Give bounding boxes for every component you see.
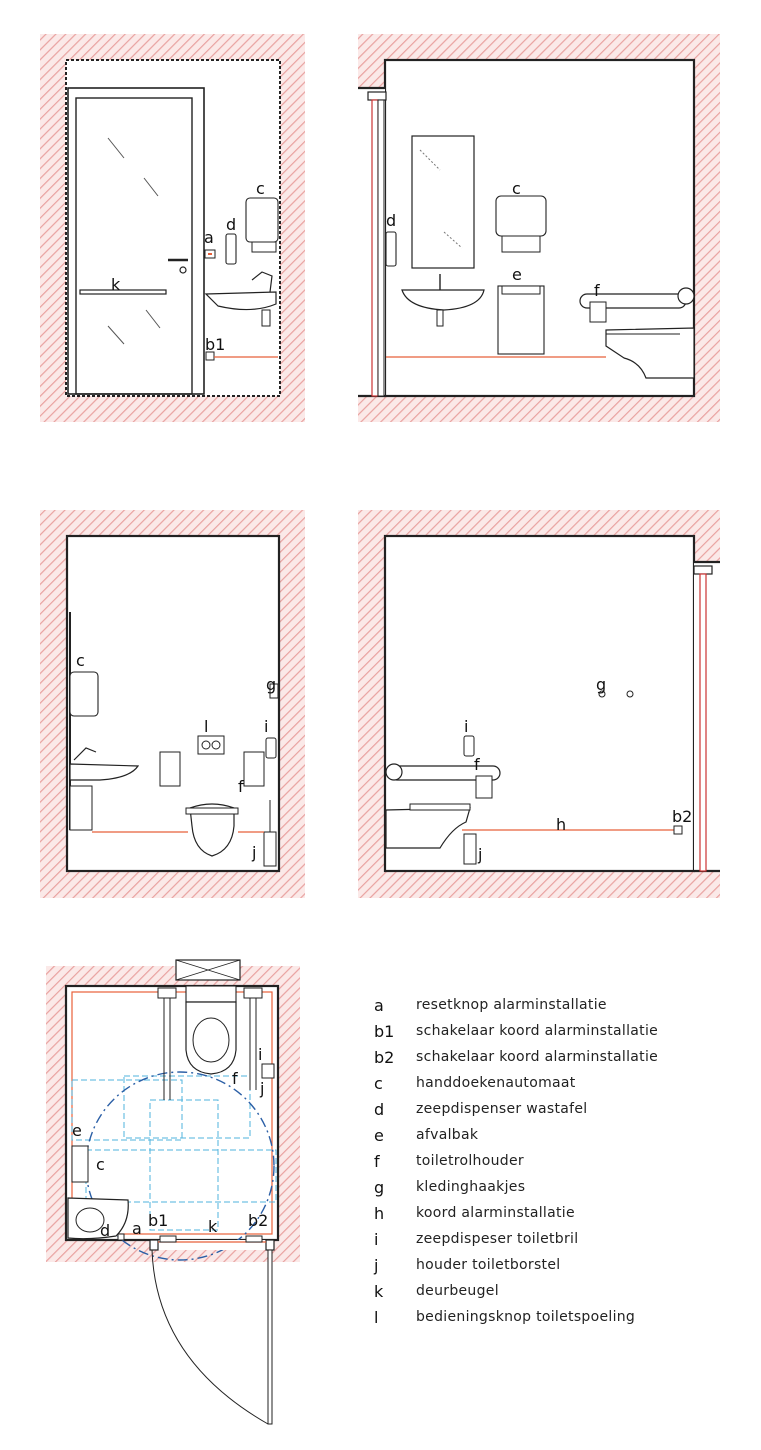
toilet-brush-holder xyxy=(262,1064,274,1078)
legend-text: zeepdispenser wastafel xyxy=(416,1101,588,1117)
svg-text:g: g xyxy=(596,675,607,694)
svg-text:b1: b1 xyxy=(148,1211,169,1230)
svg-text:f: f xyxy=(594,281,600,300)
legend-text: deurbeugel xyxy=(416,1283,499,1299)
svg-text:l: l xyxy=(204,717,209,736)
legend-row xyxy=(374,1096,754,1122)
legend-text: schakelaar koord alarminstallatie xyxy=(416,1023,659,1039)
legend-row xyxy=(374,1226,754,1252)
legend-row xyxy=(374,1304,754,1330)
svg-text:a: a xyxy=(132,1219,142,1238)
legend-text: afvalbak xyxy=(416,1127,479,1143)
legend-row xyxy=(374,1174,754,1200)
waste-bin xyxy=(498,286,544,354)
door-frame xyxy=(68,88,204,394)
legend-row xyxy=(374,1148,754,1174)
legend-text: kledinghaakjes xyxy=(416,1179,526,1195)
legend-text: bedieningsknop toiletspoeling xyxy=(416,1309,636,1325)
legend-key: j xyxy=(374,1255,379,1275)
legend-key: b1 xyxy=(374,1021,395,1041)
svg-text:j: j xyxy=(252,843,257,862)
grab-bar-right xyxy=(244,752,264,786)
toilet-seat-soap xyxy=(464,736,474,756)
legend xyxy=(374,992,754,1330)
svg-text:f: f xyxy=(238,777,244,796)
legend-row xyxy=(374,1070,754,1096)
alarm-cord-switch xyxy=(674,826,682,834)
svg-text:e: e xyxy=(72,1121,82,1140)
svg-text:c: c xyxy=(256,179,265,198)
legend-row xyxy=(374,1200,754,1226)
legend-key: e xyxy=(374,1125,384,1145)
legend-row xyxy=(374,1044,754,1070)
toilet-brush-holder xyxy=(464,834,476,864)
sink xyxy=(68,1198,128,1239)
svg-text:i: i xyxy=(258,1045,263,1064)
svg-text:g: g xyxy=(266,675,277,694)
svg-text:d: d xyxy=(100,1221,111,1240)
alarm-cord-switch xyxy=(118,1234,124,1240)
elevation-toilet-wall xyxy=(40,510,305,898)
svg-text:b2: b2 xyxy=(248,1211,269,1230)
legend-text: toiletrolhouder xyxy=(416,1153,524,1169)
soap-dispenser xyxy=(226,234,236,264)
door-leaf xyxy=(268,1250,272,1424)
legend-text: koord alarminstallatie xyxy=(416,1205,575,1221)
legend-key: h xyxy=(374,1203,385,1223)
door-swing xyxy=(152,1250,268,1424)
svg-text:k: k xyxy=(111,275,121,294)
room-outline xyxy=(67,536,279,871)
elevation-sink-wall xyxy=(358,34,720,422)
mirror xyxy=(412,136,474,268)
legend-text: houder toiletborstel xyxy=(416,1257,561,1273)
legend-key: d xyxy=(374,1099,385,1119)
legend-key: l xyxy=(374,1307,379,1327)
elevation-side-wall xyxy=(358,510,720,898)
svg-text:k: k xyxy=(208,1217,218,1236)
legend-key: k xyxy=(374,1281,384,1301)
elevation-door-wall xyxy=(40,34,305,422)
svg-text:i: i xyxy=(464,717,469,736)
svg-text:e: e xyxy=(512,265,522,284)
svg-text:h: h xyxy=(556,815,567,834)
towel-dispenser xyxy=(72,1146,88,1182)
svg-text:j: j xyxy=(260,1079,265,1098)
legend-row xyxy=(374,1018,754,1044)
svg-text:c: c xyxy=(76,651,85,670)
svg-text:c: c xyxy=(96,1155,105,1174)
soap-dispenser xyxy=(386,232,396,266)
svg-text:f: f xyxy=(474,755,480,774)
towel-dispenser xyxy=(70,672,98,716)
door-frame-profile xyxy=(372,100,378,396)
legend-key: f xyxy=(374,1151,380,1171)
legend-key: i xyxy=(374,1229,379,1249)
svg-text:f: f xyxy=(232,1069,238,1088)
svg-text:i: i xyxy=(264,717,269,736)
legend-text: handdoekenautomaat xyxy=(416,1075,576,1091)
legend-key: c xyxy=(374,1073,383,1093)
towel-dispenser xyxy=(496,196,546,236)
door-frame-top xyxy=(368,92,386,100)
door-frame-profile xyxy=(700,574,706,871)
legend-key: b2 xyxy=(374,1047,395,1067)
legend-text: zeepdispeser toiletbril xyxy=(416,1231,579,1247)
svg-text:a: a xyxy=(204,228,214,247)
legend-row xyxy=(374,1252,754,1278)
grab-bar-left xyxy=(160,752,180,786)
svg-text:j: j xyxy=(478,845,483,864)
toilet-brush-holder xyxy=(264,832,276,866)
svg-text:b2: b2 xyxy=(672,807,693,826)
svg-text:b1: b1 xyxy=(205,335,226,354)
legend-text: resetknop alarminstallatie xyxy=(416,997,607,1013)
svg-text:d: d xyxy=(226,215,237,234)
legend-row xyxy=(374,1122,754,1148)
legend-row xyxy=(374,992,754,1018)
towel-dispenser xyxy=(246,198,278,242)
legend-text: schakelaar koord alarminstallatie xyxy=(416,1049,659,1065)
toilet-seat-soap xyxy=(266,738,276,758)
legend-key: a xyxy=(374,995,384,1015)
legend-row xyxy=(374,1278,754,1304)
svg-text:d: d xyxy=(386,211,397,230)
legend-key: g xyxy=(374,1177,385,1197)
svg-text:c: c xyxy=(512,179,521,198)
door-bar xyxy=(80,290,166,294)
floor-plan xyxy=(46,960,300,1424)
